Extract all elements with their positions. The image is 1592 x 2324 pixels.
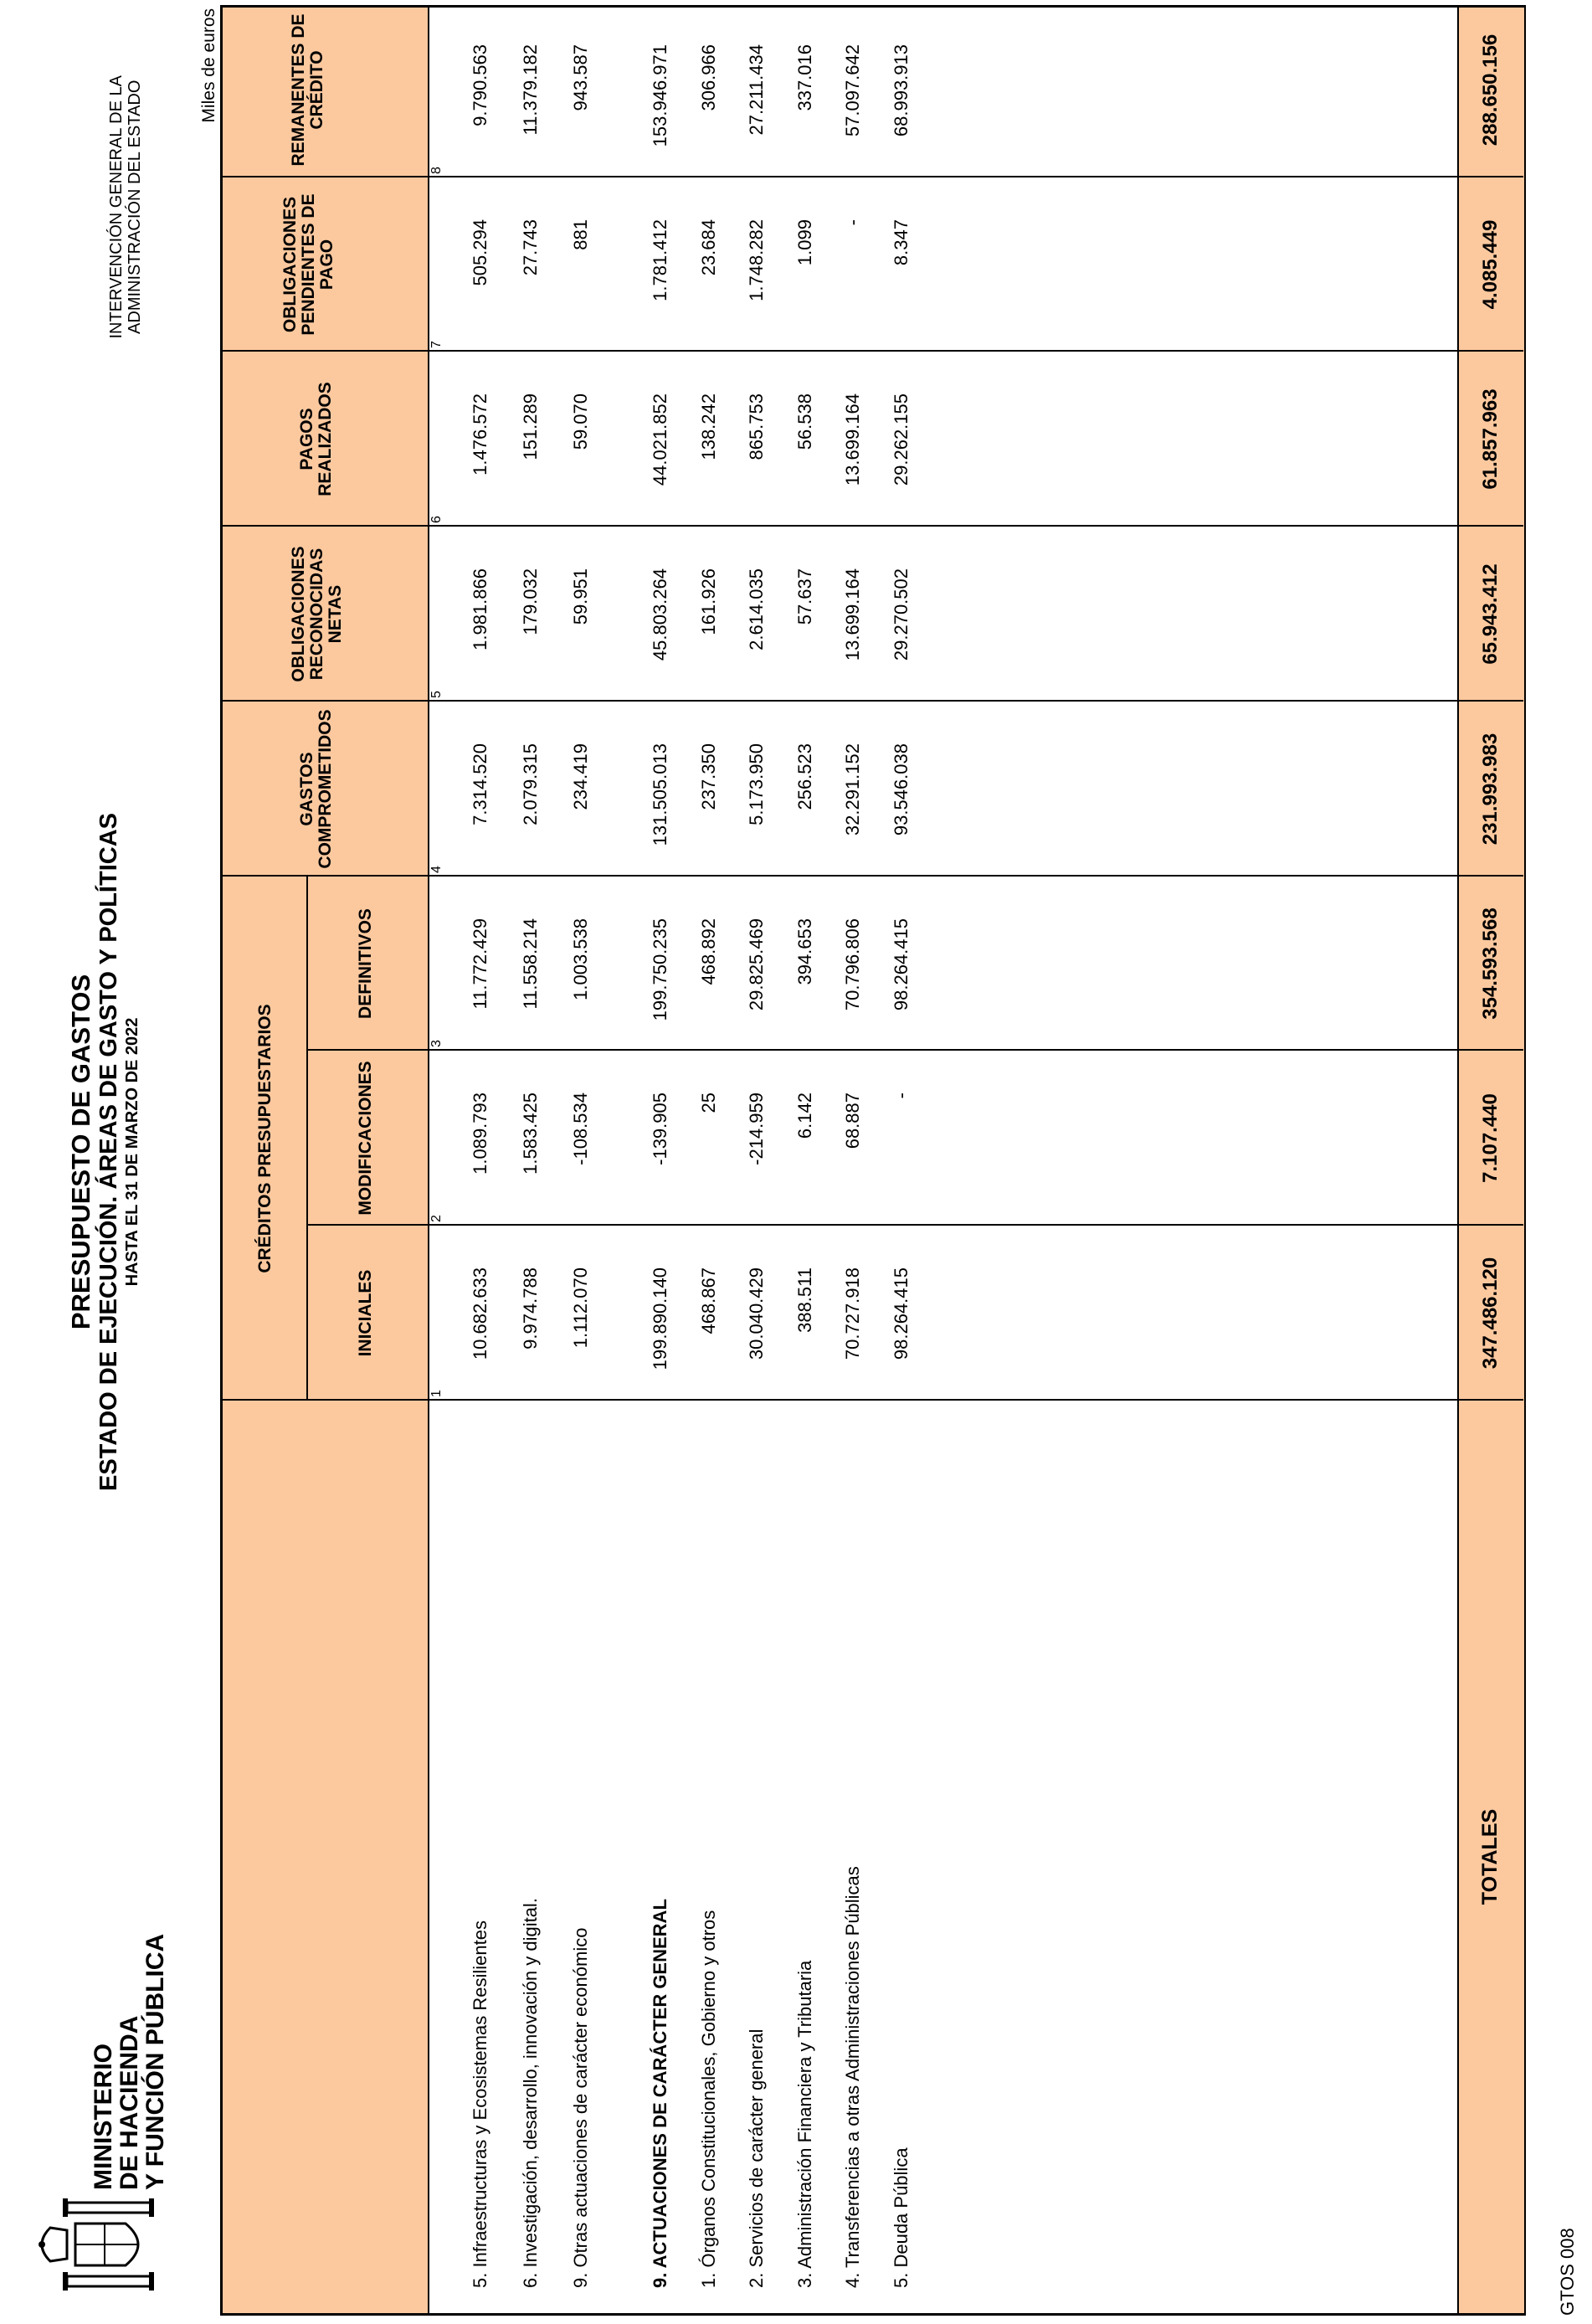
- date-line: HASTA EL 31 DE MARZO DE 2022: [123, 1017, 141, 1287]
- definitivos-header: DEFINITIVOS: [356, 908, 375, 1019]
- ministry-line: MINISTERIO: [90, 2043, 117, 2190]
- cell-value: 468.867: [698, 1267, 719, 1334]
- cell-value: 70.796.806: [842, 918, 863, 1011]
- cell-value: 388.511: [794, 1267, 815, 1333]
- total-value: 354.593.568: [1479, 907, 1502, 1020]
- total-value: 347.486.120: [1479, 1257, 1502, 1370]
- remanentes-header: REMANENTES DE CRÉDITO: [289, 13, 326, 167]
- pendientes-header: OBLIGACIONES PENDIENTES DE PAGO: [280, 193, 336, 336]
- ministry-name: [90, 1934, 168, 2190]
- cell-value: 8.347: [891, 219, 912, 266]
- cell-value: 9.790.563: [470, 44, 490, 126]
- cell-value: 7.314.520: [470, 743, 490, 825]
- total-value: 288.650.156: [1479, 33, 1502, 147]
- column-number: 6: [429, 516, 444, 523]
- cell-value: 234.419: [570, 743, 591, 810]
- row-label: 4. Transferencias a otras Administraciones Públicas: [842, 1866, 863, 2288]
- cell-value: 70.727.918: [842, 1267, 863, 1360]
- total-value: 65.943.412: [1479, 563, 1502, 665]
- cell-value: 11.379.182: [520, 44, 541, 136]
- cell-value: 45.803.264: [650, 568, 670, 661]
- cell-value: 505.294: [470, 219, 490, 286]
- cell-value: 68.993.913: [891, 44, 912, 137]
- agency-line: INTERVENCIÓN GENERAL DE LA: [107, 75, 126, 339]
- cell-value: 394.653: [794, 918, 815, 985]
- row-label: 3. Administración Financiera y Tributaria: [794, 1960, 815, 2288]
- cell-value: 56.538: [794, 393, 815, 450]
- cell-value: 29.825.469: [746, 918, 767, 1011]
- cell-value: 59.070: [570, 393, 591, 450]
- cell-value: 6.142: [794, 1093, 815, 1139]
- cell-value: -139.905: [650, 1093, 670, 1165]
- cell-value: 59.951: [570, 568, 591, 625]
- obligaciones-header: OBLIGACIONES RECONOCIDAS NETAS: [289, 546, 345, 682]
- cell-value: 1.583.425: [520, 1093, 541, 1175]
- row-label: 6. Investigación, desarrollo, innovación y digital.: [520, 1898, 541, 2288]
- cell-value: 93.546.038: [891, 743, 912, 836]
- cell-value: 57.637: [794, 568, 815, 625]
- cell-value: -: [891, 1093, 912, 1099]
- total-value: 231.993.983: [1479, 733, 1502, 846]
- cell-value: 1.089.793: [470, 1093, 490, 1175]
- cell-value: 237.350: [698, 743, 719, 810]
- cell-value: 1.781.412: [650, 219, 670, 301]
- pagos-header: PAGOS REALIZADOS: [297, 382, 335, 496]
- cell-value: 337.016: [794, 44, 815, 111]
- cell-value: 199.750.235: [650, 918, 670, 1021]
- ministry-line: Y FUNCIÓN PÚBLICA: [141, 1933, 169, 2190]
- cell-value: 1.112.070: [570, 1267, 591, 1349]
- page-subtitle: ESTADO DE EJECUCIÓN. ÁREAS DE GASTO Y POLÍTICAS: [95, 813, 122, 1491]
- cell-value: 1.003.538: [570, 918, 591, 1000]
- total-value: 7.107.440: [1479, 1093, 1502, 1183]
- cell-value: 1.476.572: [470, 393, 490, 476]
- cell-value: 1.981.866: [470, 568, 490, 650]
- column-number: 1: [429, 1390, 444, 1397]
- cell-value: 199.890.140: [650, 1267, 670, 1370]
- cell-value: 68.887: [842, 1093, 863, 1149]
- cell-value: 10.682.633: [470, 1267, 490, 1360]
- cell-value: 2.614.035: [746, 568, 767, 650]
- iniciales-header: INICIALES: [356, 1269, 375, 1357]
- form-code: GTOS 008: [1557, 2228, 1578, 2316]
- cell-value: 1.099: [794, 219, 815, 266]
- agency-line: ADMINISTRACIÓN DEL ESTADO: [126, 80, 144, 334]
- cell-value: 468.892: [698, 918, 719, 985]
- cell-value: 98.264.415: [891, 1267, 912, 1360]
- cell-value: 161.926: [698, 568, 719, 635]
- cell-value: -214.959: [746, 1093, 767, 1165]
- cell-value: 256.523: [794, 743, 815, 810]
- row-label: 2. Servicios de carácter general: [746, 2028, 767, 2288]
- cell-value: 943.587: [570, 44, 591, 111]
- cell-value: 2.079.315: [520, 743, 541, 825]
- cell-value: 11.558.214: [520, 918, 541, 1010]
- row-label: 5. Infraestructuras y Ecosistemas Resilientes: [470, 1920, 490, 2288]
- cell-value: 138.242: [698, 393, 719, 460]
- table-content: [220, 5, 1526, 2316]
- gastos-header: GASTOS COMPROMETIDOS: [297, 709, 335, 869]
- cell-value: 30.040.429: [746, 1267, 767, 1360]
- total-value: 61.857.963: [1479, 388, 1502, 490]
- cell-value: 25: [698, 1093, 719, 1113]
- column-number: 8: [429, 167, 444, 174]
- page-title: PRESUPUESTO DE GASTOS: [66, 974, 95, 1330]
- cell-value: 153.946.971: [650, 44, 670, 147]
- cell-value: 44.021.852: [650, 393, 670, 486]
- cell-value: 11.772.429: [470, 918, 490, 1010]
- cell-value: 13.699.164: [842, 568, 863, 661]
- cell-value: 179.032: [520, 568, 541, 635]
- row-label: 9. ACTUACIONES DE CARÁCTER GENERAL: [650, 1899, 670, 2288]
- cell-value: 27.743: [520, 219, 541, 276]
- modificaciones-header: MODIFICACIONES: [356, 1061, 375, 1216]
- cell-value: 131.505.013: [650, 743, 670, 846]
- document-titles: [67, 733, 142, 1571]
- row-label: 1. Órganos Constitucionales, Gobierno y otros: [698, 1910, 719, 2288]
- cell-value: 27.211.434: [746, 44, 767, 136]
- cell-value: 865.753: [746, 393, 767, 460]
- cell-value: -: [842, 219, 863, 226]
- column-number: 4: [429, 866, 444, 873]
- column-number: 2: [429, 1215, 444, 1222]
- cell-value: 98.264.415: [891, 918, 912, 1011]
- cell-value: 23.684: [698, 219, 719, 276]
- units-label: Miles de euros: [199, 8, 218, 123]
- row-label: 5. Deuda Pública: [891, 2147, 912, 2288]
- cell-value: 32.291.152: [842, 743, 863, 836]
- cell-value: -108.534: [570, 1093, 591, 1165]
- cell-value: 29.270.502: [891, 568, 912, 661]
- row-label: 9. Otras actuaciones de carácter económico: [570, 1927, 591, 2288]
- cell-value: 29.262.155: [891, 393, 912, 486]
- cell-value: 5.173.950: [746, 743, 767, 825]
- column-number: 7: [429, 341, 444, 348]
- cell-value: 881: [570, 219, 591, 250]
- ministry-line: DE HACIENDA: [116, 2015, 143, 2190]
- coat-of-arms-icon: [33, 2198, 167, 2291]
- cell-value: 13.699.164: [842, 393, 863, 486]
- column-number: 3: [429, 1040, 444, 1047]
- cell-value: 1.748.282: [746, 219, 767, 301]
- totals-label: TOTALES: [1478, 1808, 1502, 1905]
- cell-value: 306.966: [698, 44, 719, 111]
- cell-value: 9.974.788: [520, 1267, 541, 1350]
- cell-value: 151.289: [520, 393, 541, 460]
- agency-name: [107, 75, 144, 339]
- cell-value: 57.097.642: [842, 44, 863, 137]
- total-value: 4.085.449: [1479, 219, 1502, 310]
- column-number: 5: [429, 691, 444, 698]
- creditos-header: CRÉDITOS PRESUPUESTARIOS: [255, 1004, 275, 1273]
